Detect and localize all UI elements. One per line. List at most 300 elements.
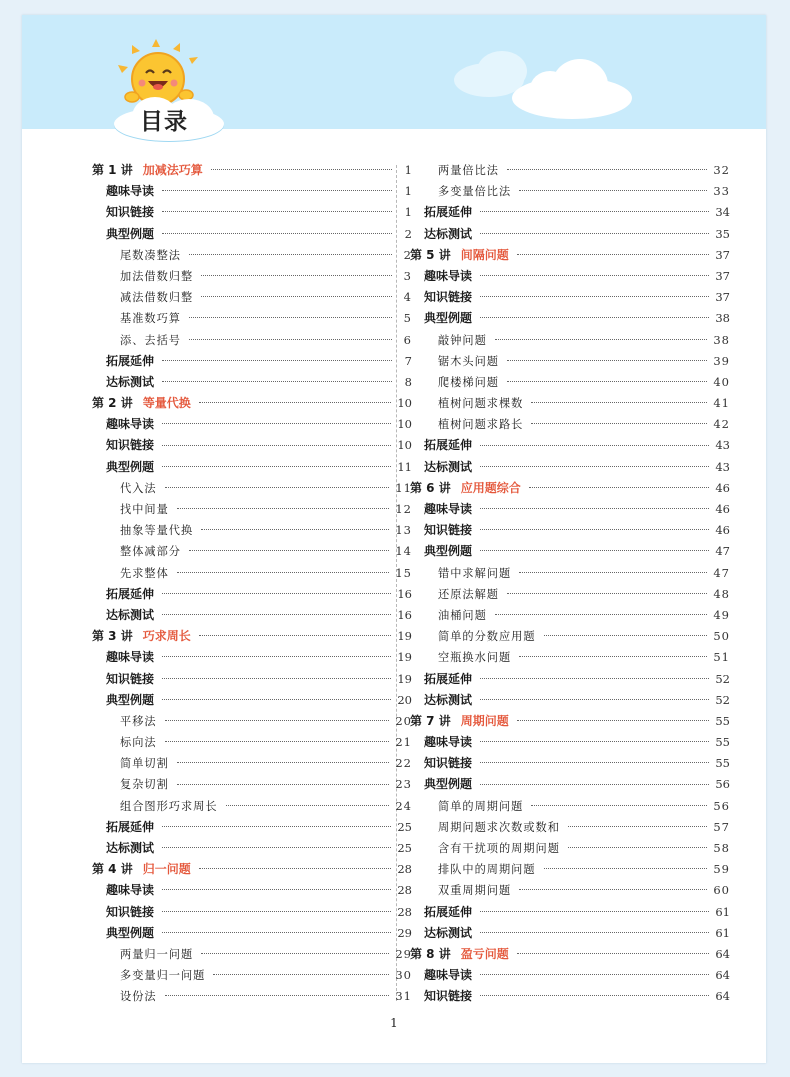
toc-entry-text: 设份法 bbox=[120, 990, 157, 1004]
toc-entry-text: 多变量归一问题 bbox=[120, 969, 206, 983]
toc-page-number: 35 bbox=[715, 226, 730, 241]
toc-subsection-row[interactable] bbox=[92, 753, 412, 774]
toc-entry-text: 简单的分数应用题 bbox=[438, 630, 536, 644]
toc-section-row[interactable] bbox=[410, 266, 730, 287]
lecture-number: 第 6 讲 bbox=[410, 480, 451, 495]
dot-leader bbox=[480, 508, 709, 509]
toc-page-number: 14 bbox=[395, 544, 412, 559]
dot-leader bbox=[162, 656, 391, 657]
toc-entry-text: 达标测试 bbox=[424, 925, 473, 940]
toc-section-row[interactable] bbox=[92, 351, 412, 372]
toc-page-number: 11 bbox=[395, 480, 412, 495]
toc-section-row[interactable] bbox=[410, 224, 730, 245]
toc-entry-text: 达标测试 bbox=[106, 374, 155, 389]
lecture-title: 间隔问题 bbox=[460, 247, 509, 262]
toc-page-number: 24 bbox=[395, 798, 412, 813]
toc-entry-text: 典型例题 bbox=[106, 459, 155, 474]
dot-leader bbox=[480, 211, 709, 212]
toc-entry-text: 达标测试 bbox=[106, 607, 155, 622]
toc-section-row[interactable] bbox=[410, 520, 730, 541]
toc-lecture-row[interactable] bbox=[92, 393, 412, 414]
toc-page-number: 7 bbox=[404, 353, 412, 368]
toc-subsection-row[interactable] bbox=[92, 965, 412, 986]
toc-section-row[interactable] bbox=[410, 690, 730, 711]
lecture-number: 第 2 讲 bbox=[92, 396, 133, 411]
dot-leader bbox=[165, 720, 390, 721]
toc-page-number: 64 bbox=[715, 989, 730, 1004]
toc-section-row[interactable] bbox=[410, 457, 730, 478]
toc-page-number: 43 bbox=[715, 459, 730, 474]
dot-leader bbox=[201, 275, 392, 276]
toc-section-row[interactable] bbox=[410, 435, 730, 456]
toc-entry-text: 平移法 bbox=[120, 714, 157, 728]
toc-entry-text: 达标测试 bbox=[424, 226, 473, 241]
toc-page-number: 8 bbox=[404, 374, 412, 389]
toc-subsection-row[interactable] bbox=[410, 181, 730, 202]
toc-entry-text: 典型例题 bbox=[106, 226, 155, 241]
toc-section-row[interactable] bbox=[92, 202, 412, 223]
toc-page-number: 60 bbox=[713, 883, 730, 898]
lecture-number: 第 8 讲 bbox=[410, 946, 451, 961]
toc-entry-text: 基准数巧算 bbox=[120, 312, 181, 326]
toc-section-row[interactable] bbox=[410, 669, 730, 690]
dot-leader bbox=[517, 720, 710, 721]
toc-entry-text: 趣味导读 bbox=[106, 417, 155, 432]
toc-subsection-row[interactable] bbox=[410, 372, 730, 393]
toc-subsection-row[interactable] bbox=[92, 330, 412, 351]
toc-entry-text: 空瓶换水问题 bbox=[438, 651, 512, 665]
toc-page-number: 64 bbox=[715, 946, 730, 961]
toc-subsection-row[interactable] bbox=[92, 732, 412, 753]
toc-subsection-row[interactable] bbox=[92, 499, 412, 520]
toc-page-number: 15 bbox=[395, 565, 412, 580]
toc-section-row[interactable] bbox=[92, 690, 412, 711]
toc-subsection-row[interactable] bbox=[92, 245, 412, 266]
toc-page-number: 51 bbox=[713, 650, 730, 665]
toc-entry-text: 代入法 bbox=[120, 481, 157, 495]
faint-cloud-puff-icon bbox=[477, 51, 527, 91]
dot-leader bbox=[226, 805, 390, 806]
toc-page-number: 59 bbox=[713, 862, 730, 877]
lecture-number: 第 7 讲 bbox=[410, 713, 451, 728]
toc-subsection-row[interactable] bbox=[410, 160, 730, 181]
dot-leader bbox=[480, 784, 709, 785]
toc-page-number: 1 bbox=[404, 184, 412, 199]
toc-entry-text: 双重周期问题 bbox=[438, 884, 512, 898]
dot-leader bbox=[199, 402, 392, 403]
dot-leader bbox=[162, 423, 391, 424]
toc-section-row[interactable] bbox=[410, 753, 730, 774]
toc-page-number: 52 bbox=[715, 692, 730, 707]
toc-section-row[interactable] bbox=[410, 923, 730, 944]
toc-page-number: 52 bbox=[715, 671, 730, 686]
dot-leader bbox=[162, 593, 391, 594]
toc-lecture-row[interactable] bbox=[410, 711, 730, 732]
toc-entry-text: 知识链接 bbox=[424, 290, 473, 305]
dot-leader bbox=[519, 572, 707, 573]
dot-leader bbox=[480, 317, 709, 318]
toc-entry-text: 减法借数归整 bbox=[120, 291, 194, 305]
lecture-title: 周期问题 bbox=[460, 713, 509, 728]
lecture-title: 盈亏问题 bbox=[460, 946, 509, 961]
dot-leader bbox=[480, 932, 709, 933]
toc-page-number: 16 bbox=[397, 586, 412, 601]
toc-page-number: 22 bbox=[395, 756, 412, 771]
dot-leader bbox=[480, 741, 709, 742]
toc-page-number: 25 bbox=[397, 841, 412, 855]
toc-entry-text: 拓展延伸 bbox=[424, 904, 473, 919]
toc-page-number: 41 bbox=[713, 396, 730, 411]
toc-entry-text: 加法借数归整 bbox=[120, 269, 194, 283]
toc-entry-text: 标向法 bbox=[120, 736, 157, 750]
dot-leader bbox=[199, 635, 392, 636]
toc-subsection-row[interactable] bbox=[410, 584, 730, 605]
toc-lecture-row[interactable] bbox=[410, 478, 730, 499]
toc-section-row[interactable] bbox=[92, 435, 412, 456]
toc-entry-text: 趣味导读 bbox=[424, 968, 473, 983]
toc-entry-text: 典型例题 bbox=[424, 544, 473, 559]
toc-page-number: 29 bbox=[397, 925, 412, 940]
toc-section-row[interactable] bbox=[410, 986, 730, 1007]
dot-leader bbox=[480, 529, 709, 530]
toc-page-number: 34 bbox=[715, 205, 730, 220]
toc-entry-text: 添、去括号 bbox=[120, 333, 181, 347]
toc-page-number: 47 bbox=[715, 544, 730, 559]
dot-leader bbox=[507, 360, 707, 361]
toc-page-number: 10 bbox=[397, 396, 412, 411]
dot-leader bbox=[201, 529, 389, 530]
toc-entry-text: 组合图形巧求周长 bbox=[120, 799, 218, 813]
toc-section-row[interactable] bbox=[92, 224, 412, 245]
toc-page-number: 42 bbox=[713, 417, 730, 432]
toc-section-row[interactable] bbox=[92, 181, 412, 202]
dot-leader bbox=[201, 296, 392, 297]
toc-entry-text: 两量倍比法 bbox=[438, 164, 499, 177]
toc-page-number: 2 bbox=[404, 226, 412, 241]
toc-page-number: 28 bbox=[397, 883, 412, 898]
toc-entry-text: 典型例题 bbox=[424, 311, 473, 326]
toc-entry-text: 植树问题求棵数 bbox=[438, 397, 524, 411]
toc-entry-text: 拓展延伸 bbox=[106, 586, 155, 601]
lecture-title: 加减法巧算 bbox=[142, 163, 203, 177]
toc-page-number: 37 bbox=[715, 247, 730, 262]
toc-entry-text: 拓展延伸 bbox=[106, 353, 155, 368]
dot-leader bbox=[211, 169, 392, 170]
toc-section-row[interactable] bbox=[92, 605, 412, 626]
toc-page-number: 31 bbox=[395, 989, 412, 1004]
dot-leader bbox=[519, 889, 707, 890]
dot-leader bbox=[165, 487, 390, 488]
toc-section-row[interactable] bbox=[410, 499, 730, 520]
dot-leader bbox=[544, 635, 708, 636]
dot-leader bbox=[480, 699, 709, 700]
dot-leader bbox=[517, 953, 710, 954]
toc-subsection-row[interactable] bbox=[92, 520, 412, 541]
toc-entry-text: 趣味导读 bbox=[106, 883, 155, 898]
toc-entry-text: 达标测试 bbox=[106, 841, 155, 855]
toc-subsection-row[interactable] bbox=[92, 711, 412, 732]
toc-page-number: 28 bbox=[397, 862, 412, 877]
toc-page-number: 28 bbox=[397, 904, 412, 919]
toc-section-row[interactable] bbox=[410, 902, 730, 923]
toc-page-number: 55 bbox=[715, 713, 730, 728]
toc-subsection-row[interactable] bbox=[92, 541, 412, 562]
toc-entry-text: 拓展延伸 bbox=[424, 205, 473, 220]
toc-entry-text: 错中求解问题 bbox=[438, 566, 512, 580]
toc-entry-text: 趣味导读 bbox=[424, 268, 473, 283]
toc-entry-text: 拓展延伸 bbox=[106, 819, 155, 834]
dot-leader bbox=[507, 381, 707, 382]
toc-page-number: 30 bbox=[395, 968, 412, 983]
toc-section-row[interactable] bbox=[410, 774, 730, 795]
toc-section-row[interactable] bbox=[92, 838, 412, 859]
toc-page-number: 3 bbox=[403, 268, 412, 283]
toc-subsection-row[interactable] bbox=[410, 796, 730, 817]
toc-page-number: 47 bbox=[713, 565, 730, 580]
toc-page-number: 19 bbox=[397, 650, 412, 665]
dot-leader bbox=[162, 847, 391, 848]
toc-section-row[interactable] bbox=[92, 647, 412, 668]
toc-entry-text: 简单的周期问题 bbox=[438, 799, 524, 813]
dot-leader bbox=[529, 487, 710, 488]
toc-entry-text: 知识链接 bbox=[106, 205, 155, 220]
toc-entry-text: 趣味导读 bbox=[106, 650, 155, 665]
toc-subsection-row[interactable] bbox=[92, 308, 412, 329]
dot-leader bbox=[177, 508, 390, 509]
cloud-puff-small-icon bbox=[530, 71, 570, 107]
toc-entry-text: 拓展延伸 bbox=[424, 438, 473, 453]
toc-page-number: 10 bbox=[397, 417, 412, 432]
dot-leader bbox=[531, 423, 707, 424]
dot-leader bbox=[480, 762, 709, 763]
toc-subsection-row[interactable] bbox=[92, 287, 412, 308]
toc-page-number: 4 bbox=[403, 290, 412, 305]
dot-leader bbox=[162, 211, 392, 212]
toc-section-row[interactable] bbox=[410, 308, 730, 329]
dot-leader bbox=[162, 614, 391, 615]
toc-entry-text: 知识链接 bbox=[424, 523, 473, 538]
toc-entry-text: 整体减部分 bbox=[120, 545, 181, 559]
toc-subsection-row[interactable] bbox=[92, 563, 412, 584]
toc-lecture-row[interactable] bbox=[92, 626, 412, 647]
dot-leader bbox=[177, 572, 390, 573]
toc-entry-text: 趣味导读 bbox=[424, 502, 473, 516]
toc-entry-text: 找中间量 bbox=[120, 503, 169, 516]
toc-entry-text: 典型例题 bbox=[106, 692, 155, 707]
toc-section-row[interactable] bbox=[92, 817, 412, 838]
toc-page-number: 38 bbox=[713, 332, 730, 347]
dot-leader bbox=[480, 445, 709, 446]
toc-entry-text: 抽象等量代换 bbox=[120, 524, 194, 538]
dot-leader bbox=[189, 254, 392, 255]
page-title: 目录 bbox=[140, 109, 188, 135]
toc-page-number: 46 bbox=[715, 502, 730, 516]
toc-subsection-row[interactable] bbox=[410, 393, 730, 414]
toc-page-number: 48 bbox=[713, 586, 730, 601]
dot-leader bbox=[480, 678, 709, 679]
lecture-title: 等量代换 bbox=[142, 396, 191, 411]
toc-entry-text: 拓展延伸 bbox=[424, 671, 473, 686]
toc-page-number: 46 bbox=[715, 480, 730, 495]
dot-leader bbox=[480, 995, 709, 996]
toc-page-number: 49 bbox=[713, 607, 730, 622]
toc-lecture-row[interactable] bbox=[92, 859, 412, 880]
toc-page-number: 56 bbox=[713, 798, 730, 813]
dot-leader bbox=[531, 805, 707, 806]
toc-entry-text: 趣味导读 bbox=[106, 184, 155, 199]
toc-page-number: 55 bbox=[715, 735, 730, 750]
lecture-number: 第 4 讲 bbox=[92, 862, 133, 877]
dot-leader bbox=[544, 868, 708, 869]
dot-leader bbox=[201, 953, 389, 954]
toc-subsection-row[interactable] bbox=[410, 817, 730, 838]
toc-entry-text: 典型例题 bbox=[424, 777, 473, 792]
lecture-number: 第 1 讲 bbox=[92, 163, 133, 177]
toc-page-number: 6 bbox=[403, 332, 412, 347]
dot-leader bbox=[480, 296, 709, 297]
toc-entry-text: 趣味导读 bbox=[424, 735, 473, 750]
toc-subsection-row[interactable] bbox=[410, 351, 730, 372]
toc-page-number: 23 bbox=[395, 777, 412, 792]
toc-entry-text: 尾数凑整法 bbox=[120, 248, 181, 262]
toc-subsection-row[interactable] bbox=[92, 774, 412, 795]
toc-page-number: 5 bbox=[403, 311, 412, 326]
toc-subsection-row[interactable] bbox=[410, 647, 730, 668]
toc-entry-text: 还原法解题 bbox=[438, 587, 499, 601]
toc-page-number: 21 bbox=[395, 735, 412, 750]
toc-page-number: 50 bbox=[713, 629, 730, 644]
toc-section-row[interactable] bbox=[410, 732, 730, 753]
toc-section-row[interactable] bbox=[92, 923, 412, 944]
dot-leader bbox=[507, 593, 707, 594]
dot-leader bbox=[162, 699, 391, 700]
dot-leader bbox=[480, 974, 709, 975]
lecture-title: 应用题综合 bbox=[460, 480, 521, 495]
toc-entry-text: 植树问题求路长 bbox=[438, 418, 524, 432]
toc-subsection-row[interactable] bbox=[92, 796, 412, 817]
toc-entry-text: 知识链接 bbox=[424, 756, 473, 771]
toc-section-row[interactable] bbox=[92, 584, 412, 605]
toc-subsection-row[interactable] bbox=[92, 986, 412, 1007]
toc-entry-text: 周期问题求次数或数和 bbox=[438, 820, 560, 834]
toc-section-row[interactable] bbox=[92, 880, 412, 901]
toc-subsection-row[interactable] bbox=[410, 880, 730, 901]
toc-entry-text: 排队中的周期问题 bbox=[438, 863, 536, 877]
toc-entry-text: 复杂切割 bbox=[120, 778, 169, 792]
toc-entry-text: 爬楼梯问题 bbox=[438, 375, 499, 389]
toc-entry-text: 达标测试 bbox=[424, 692, 473, 707]
toc-subsection-row[interactable] bbox=[410, 330, 730, 351]
lecture-number: 第 3 讲 bbox=[92, 629, 133, 644]
toc-entry-text: 多变量倍比法 bbox=[438, 185, 512, 199]
dot-leader bbox=[213, 974, 389, 975]
dot-leader bbox=[189, 339, 392, 340]
toc-entry-text: 敲钟问题 bbox=[438, 333, 487, 347]
dot-leader bbox=[189, 550, 389, 551]
toc-subsection-row[interactable] bbox=[92, 266, 412, 287]
toc-subsection-row[interactable] bbox=[92, 944, 412, 965]
dot-leader bbox=[480, 233, 709, 234]
dot-leader bbox=[162, 932, 391, 933]
toc-page-number: 20 bbox=[397, 692, 412, 707]
toc-section-row[interactable] bbox=[410, 965, 730, 986]
title-cloud bbox=[114, 97, 224, 141]
toc-page-number: 12 bbox=[395, 502, 412, 516]
toc-page-number: 13 bbox=[395, 523, 412, 538]
dot-leader bbox=[165, 995, 390, 996]
toc-page-number: 19 bbox=[397, 671, 412, 686]
toc-page-number: 40 bbox=[713, 374, 730, 389]
toc-page-number: 58 bbox=[713, 841, 730, 855]
dot-leader bbox=[519, 656, 707, 657]
dot-leader bbox=[162, 678, 391, 679]
toc-subsection-row[interactable] bbox=[410, 626, 730, 647]
dot-leader bbox=[507, 169, 707, 170]
toc-lecture-row[interactable] bbox=[410, 245, 730, 266]
dot-leader bbox=[189, 317, 392, 318]
toc-entry-text: 简单切割 bbox=[120, 757, 169, 771]
dot-leader bbox=[162, 911, 391, 912]
toc-page-number: 16 bbox=[397, 607, 412, 622]
toc-page-number: 43 bbox=[715, 438, 730, 453]
toc-subsection-row[interactable] bbox=[410, 838, 730, 859]
toc-section-row[interactable] bbox=[410, 541, 730, 562]
toc-page-number: 46 bbox=[715, 523, 730, 538]
lecture-number: 第 5 讲 bbox=[410, 247, 451, 262]
toc-section-row[interactable] bbox=[92, 414, 412, 435]
dot-leader bbox=[531, 402, 707, 403]
toc-subsection-row[interactable] bbox=[410, 563, 730, 584]
toc-page-number: 39 bbox=[713, 353, 730, 368]
toc-section-row[interactable] bbox=[92, 902, 412, 923]
toc-page-number: 2 bbox=[403, 247, 412, 262]
toc-page-number: 1 bbox=[404, 205, 412, 220]
toc-subsection-row[interactable] bbox=[92, 478, 412, 499]
toc-entry-text: 含有干扰项的周期问题 bbox=[438, 842, 560, 855]
toc-entry-text: 知识链接 bbox=[106, 438, 155, 453]
toc-section-row[interactable] bbox=[92, 372, 412, 393]
toc-section-row[interactable] bbox=[410, 287, 730, 308]
dot-leader bbox=[162, 233, 392, 234]
dot-leader bbox=[162, 360, 392, 361]
toc-entry-text: 油桶问题 bbox=[438, 608, 487, 622]
toc-entry-text: 锯木头问题 bbox=[438, 354, 499, 368]
lecture-title: 归一问题 bbox=[142, 862, 191, 877]
toc-lecture-row[interactable] bbox=[92, 160, 412, 181]
toc-subsection-row[interactable] bbox=[410, 605, 730, 626]
toc-page-number: 64 bbox=[715, 968, 730, 983]
toc-lecture-row[interactable] bbox=[410, 944, 730, 965]
toc-subsection-row[interactable] bbox=[410, 414, 730, 435]
toc-page-number: 1 bbox=[404, 163, 412, 177]
toc-subsection-row[interactable] bbox=[410, 859, 730, 880]
toc-page-number: 32 bbox=[713, 163, 730, 177]
dot-leader bbox=[177, 784, 390, 785]
dot-leader bbox=[495, 614, 708, 615]
dot-leader bbox=[480, 911, 709, 912]
dot-leader bbox=[480, 550, 709, 551]
toc-page-number: 25 bbox=[397, 819, 412, 834]
toc-entry-text: 知识链接 bbox=[106, 671, 155, 686]
toc-section-row[interactable] bbox=[92, 669, 412, 690]
toc-section-row[interactable] bbox=[410, 202, 730, 223]
dot-leader bbox=[162, 445, 391, 446]
toc-section-row[interactable] bbox=[92, 457, 412, 478]
dot-leader bbox=[162, 190, 392, 191]
toc-page-number: 33 bbox=[713, 184, 730, 199]
toc-entry-text: 达标测试 bbox=[424, 459, 473, 474]
toc-page-number: 37 bbox=[715, 268, 730, 283]
